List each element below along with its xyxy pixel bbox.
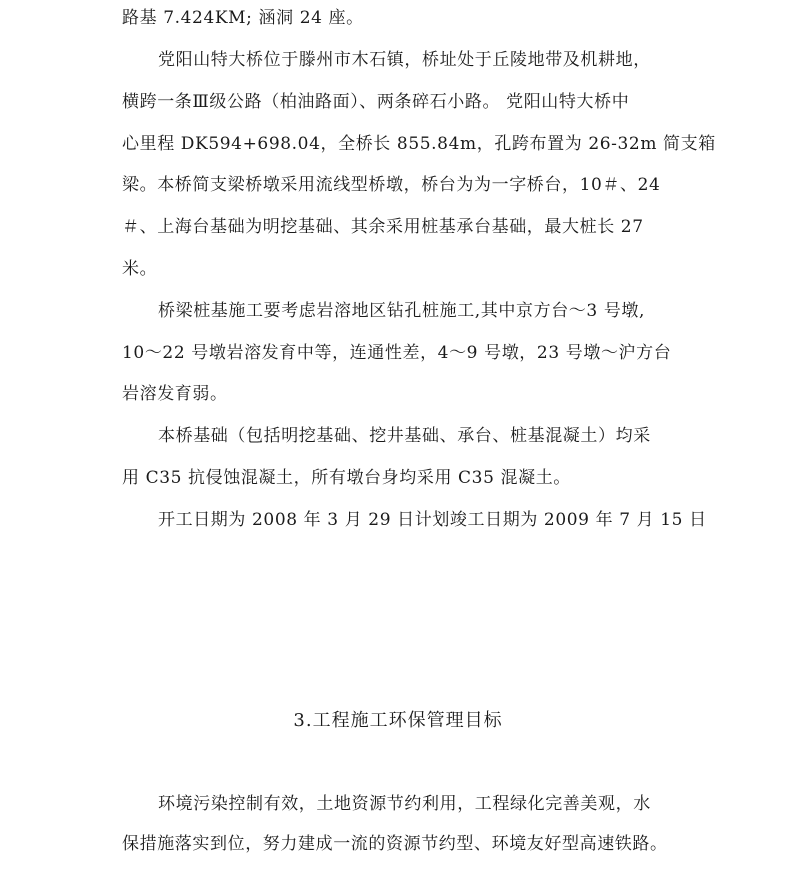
section-3-line-2: 保措施落实到位，努力建成一流的资源节约型、环境友好型高速铁路。 <box>122 834 668 854</box>
schedule-paragraph-line-1: 开工日期为 2008 年 3 月 29 日计划竣工日期为 2009 年 7 月 15 日 <box>158 510 707 530</box>
bridge-paragraph-line-6: 米。 <box>122 259 158 279</box>
intro-line-1: 路基 7.424KM; 涵洞 24 座。 <box>122 8 364 28</box>
karst-paragraph-line-2: 10～22 号墩岩溶发育中等，连通性差，4～9 号墩，23 号墩～沪方台 <box>122 343 672 363</box>
bridge-paragraph-line-5: ＃、上海台基础为明挖基础、其余采用桩基承台基础，最大桩长 27 <box>122 217 644 237</box>
bridge-paragraph-line-4: 梁。本桥简支梁桥墩采用流线型桥墩，桥台为为一字桥台，10＃、24 <box>122 175 661 195</box>
bridge-paragraph-line-1: 党阳山特大桥位于滕州市木石镇，桥址处于丘陵地带及机耕地， <box>158 50 651 70</box>
foundation-paragraph-line-2: 用 C35 抗侵蚀混凝土，所有墩台身均采用 C35 混凝土。 <box>122 468 571 488</box>
karst-paragraph-line-1: 桥梁桩基施工要考虑岩溶地区钻孔桩施工,其中京方台～3 号墩, <box>158 301 646 321</box>
section-3-line-1: 环境污染控制有效，土地资源节约利用，工程绿化完善美观，水 <box>158 794 651 814</box>
bridge-paragraph-line-2: 横跨一条Ⅲ级公路（柏油路面）、两条碎石小路。 党阳山特大桥中 <box>122 92 630 112</box>
foundation-paragraph-line-1: 本桥基础（包括明挖基础、挖井基础、承台、桩基混凝土）均采 <box>158 426 651 446</box>
section-heading: 3.工程施工环保管理目标 <box>293 710 503 731</box>
karst-paragraph-line-3: 岩溶发育弱。 <box>122 384 228 404</box>
bridge-paragraph-line-3: 心里程 DK594+698.04，全桥长 855.84m，孔跨布置为 26-32m 简支箱 <box>122 134 716 154</box>
